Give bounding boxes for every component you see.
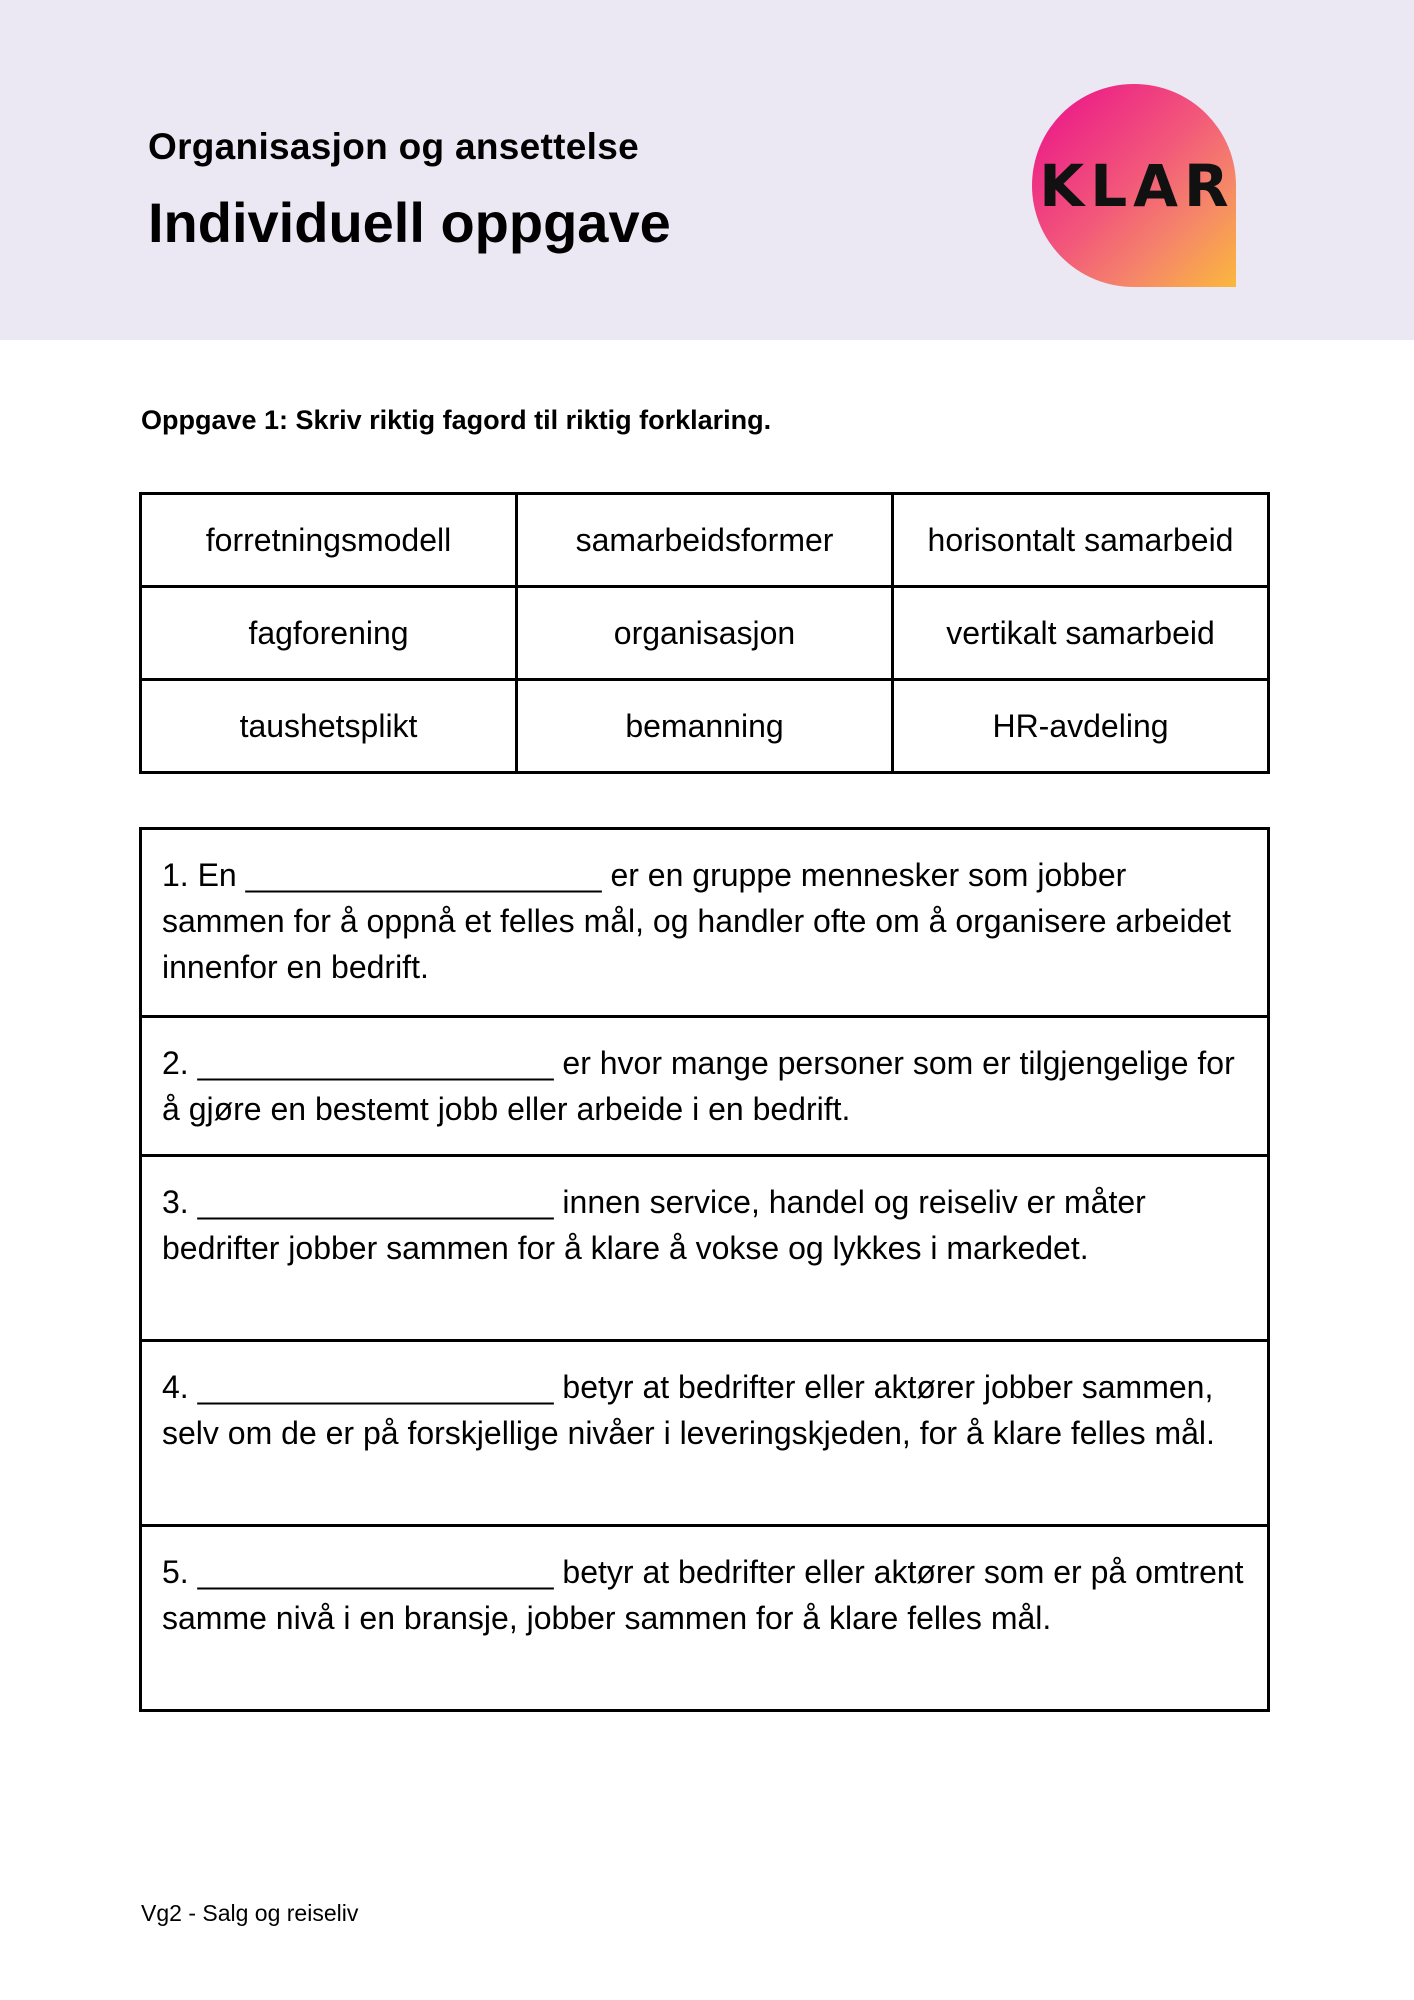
- word-bank-cell: HR-avdeling: [893, 680, 1269, 773]
- definition-row: [142, 1154, 1267, 1339]
- word-bank-cell: taushetsplikt: [141, 680, 517, 773]
- task-heading: Oppgave 1: Skriv riktig fagord til riktig forklaring.: [141, 405, 772, 435]
- definition-row: [142, 1015, 1267, 1154]
- header-banner: [0, 0, 1414, 340]
- word-bank-row: [141, 680, 1269, 773]
- word-bank-cell: bemanning: [517, 680, 893, 773]
- definitions-table: [139, 827, 1270, 1712]
- word-bank-table: [139, 492, 1270, 774]
- word-bank-cell: samarbeidsformer: [517, 494, 893, 587]
- word-bank-cell: horisontalt samarbeid: [893, 494, 1269, 587]
- definition-text: 1. En ____________________ er en gruppe mennesker som jobber sammen for å oppnå et felles mål, og handler ofte om å organisere arbeidet innenfor en bedrift.: [162, 857, 1232, 985]
- word-bank-row: [141, 587, 1269, 680]
- klar-logo: [1032, 84, 1236, 287]
- logo-text: KLAR: [1039, 151, 1235, 220]
- word-bank-row: [141, 494, 1269, 587]
- word-bank-cell: forretningsmodell: [141, 494, 517, 587]
- footer-text: Vg2 - Salg og reiseliv: [141, 1900, 359, 1926]
- word-bank-cell: fagforening: [141, 587, 517, 680]
- definition-text: 5. ____________________ betyr at bedrifter eller aktører som er på omtrent samme nivå i en bransje, jobber sammen for å klare felles mål.: [162, 1554, 1244, 1636]
- definition-row: [142, 830, 1267, 1015]
- definition-text: 2. ____________________ er hvor mange personer som er tilgjengelige for å gjøre en bestemt jobb eller arbeide i en bedrift.: [162, 1045, 1235, 1127]
- definition-text: 4. ____________________ betyr at bedrifter eller aktører jobber sammen, selv om de er på forskjellige nivåer i leveringskjeden, for å klare felles mål.: [162, 1369, 1215, 1451]
- header-subtitle: Organisasjon og ansettelse: [148, 126, 640, 167]
- definition-text: 3. ____________________ innen service, handel og reiseliv er måter bedrifter jobber sammen for å klare å vokse og lykkes i markedet.: [162, 1184, 1146, 1266]
- word-bank-cell: vertikalt samarbeid: [893, 587, 1269, 680]
- definition-row: [142, 1339, 1267, 1524]
- definition-row: [142, 1524, 1267, 1709]
- page-title: Individuell oppgave: [148, 191, 671, 254]
- word-bank-cell: organisasjon: [517, 587, 893, 680]
